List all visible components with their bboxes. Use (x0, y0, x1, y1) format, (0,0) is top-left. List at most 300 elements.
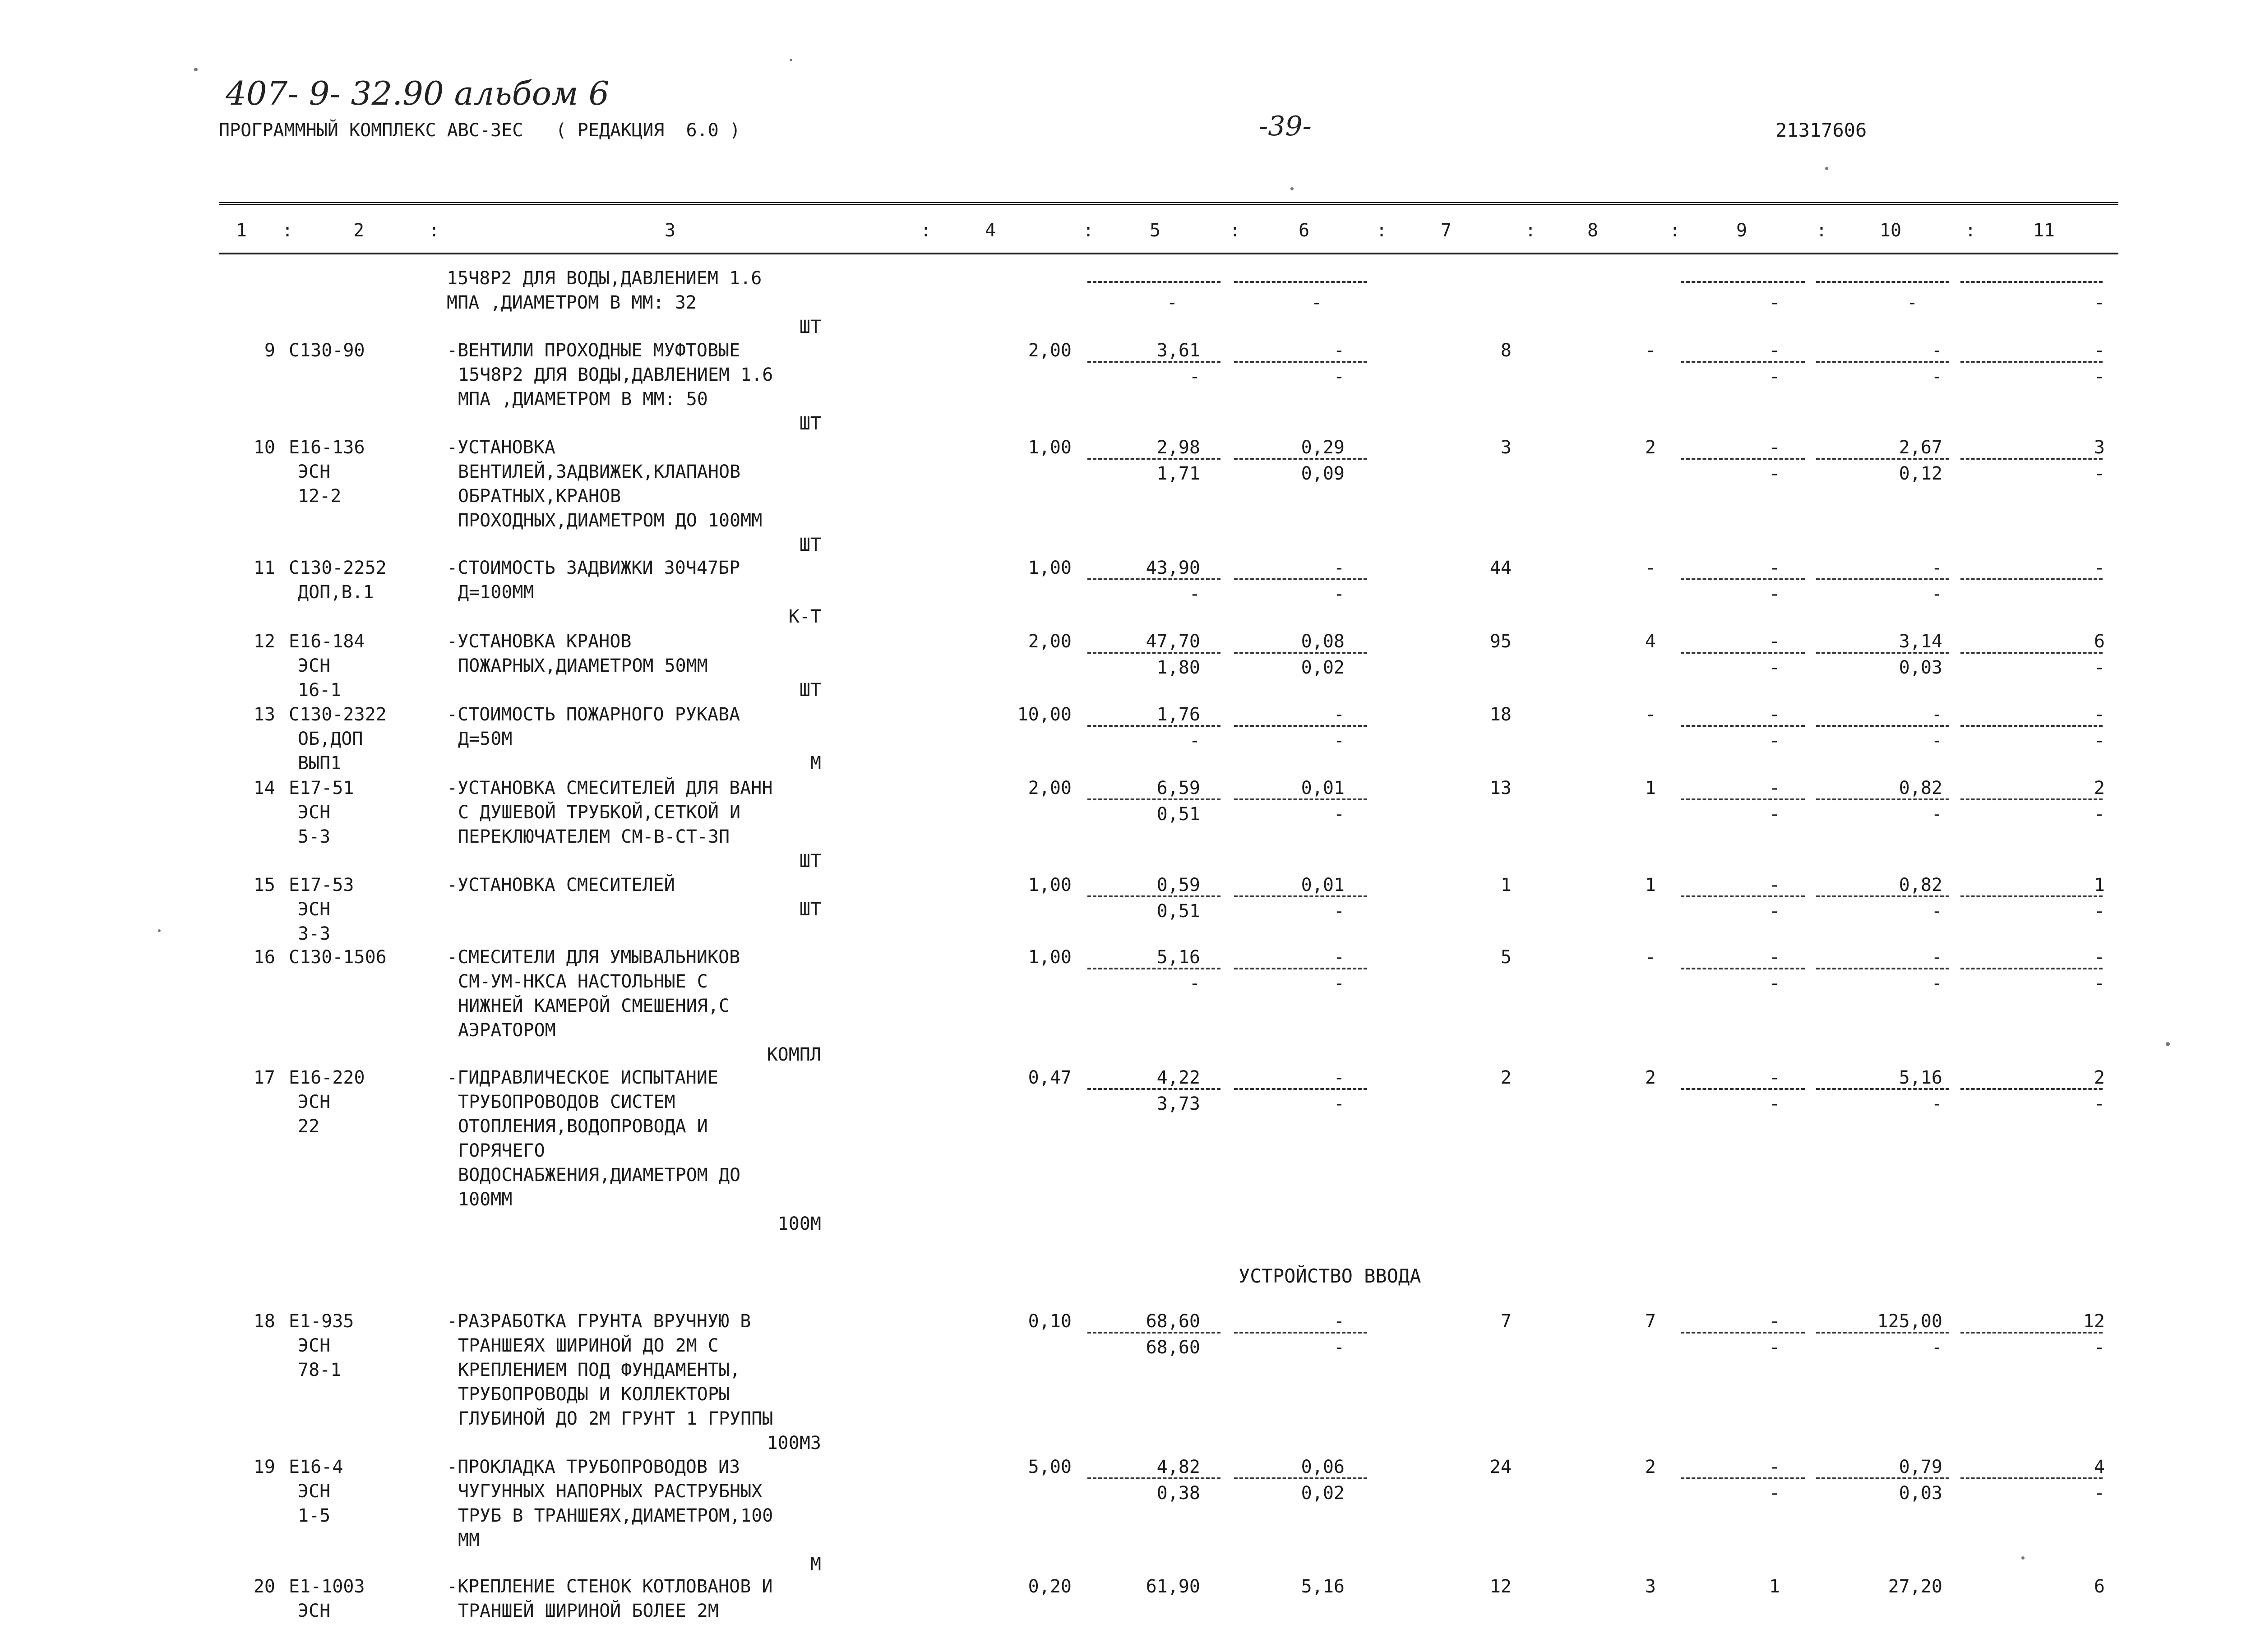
quantity: 1,00 (1028, 558, 1072, 578)
machine-cost: - (1769, 875, 1780, 895)
item-description: ОТОПЛЕНИЯ,ВОДОПРОВОДА И (458, 1116, 708, 1137)
labor-wage: - (1931, 804, 1942, 825)
row-number: 16 (253, 947, 275, 968)
norm-code: С130-2252 (289, 558, 387, 578)
item-description: ПЕРЕКЛЮЧАТЕЛЕМ СМ-В-СТ-ЗП (458, 826, 730, 847)
unit-cost: 0,59 (1156, 875, 1200, 895)
norm-code: Е17-53 (289, 875, 354, 895)
machine-cost: - (1769, 1311, 1780, 1332)
total-underline (1816, 1477, 1949, 1479)
machine-wage: - (1769, 804, 1780, 825)
total-underline (1087, 361, 1220, 363)
item-unit: 100М (777, 1214, 821, 1234)
labor-total: 6 (2094, 1576, 2105, 1597)
total-underline (1681, 1332, 1805, 1334)
operation-cost: - (1333, 1067, 1345, 1088)
labor-per-unit: - (1931, 704, 1942, 725)
operation-cost: - (1333, 1311, 1345, 1332)
norm-code: 3-3 (298, 923, 331, 944)
total-underline (1087, 652, 1220, 654)
column-separator: : (1230, 220, 1241, 241)
labor-total: 2 (2094, 1067, 2105, 1088)
total-cost: 18 (1489, 704, 1512, 725)
machine-cost: - (1769, 437, 1780, 458)
total-underline (1960, 578, 2103, 580)
operation-wage: 0,09 (1301, 463, 1345, 484)
total-underline (1681, 725, 1805, 727)
total-cost: 44 (1489, 558, 1512, 578)
total-underline (1960, 968, 2103, 969)
item-unit: М (810, 753, 821, 774)
wages: 2 (1645, 437, 1656, 458)
total-underline (1681, 1477, 1805, 1479)
norm-code: 16-1 (298, 680, 342, 701)
labor-total: 2 (2094, 778, 2105, 798)
wages: 2 (1645, 1457, 1656, 1477)
cell-value: - (1311, 292, 1322, 313)
item-description: ТРАНШЕЙ ШИРИНОЙ БОЛЕЕ 2М (458, 1601, 719, 1621)
total-cost: 13 (1489, 778, 1512, 798)
row-number: 9 (264, 340, 275, 361)
total-cost: 7 (1500, 1311, 1512, 1332)
total-underline (1234, 458, 1367, 460)
total-underline (1234, 1332, 1367, 1334)
total-underline (1816, 578, 1949, 580)
machine-wage: - (1769, 463, 1780, 484)
row-number: 17 (253, 1067, 275, 1088)
total-underline (1087, 1477, 1220, 1479)
operation-wage: 0,02 (1301, 1483, 1345, 1504)
item-unit: 100М3 (767, 1433, 821, 1454)
total-underline (1087, 281, 1220, 283)
labor-wage: 0,03 (1899, 657, 1942, 678)
item-description: ВОДОСНАБЖЕНИЯ,ДИАМЕТРОМ ДО (458, 1165, 741, 1186)
machine-cost: - (1769, 558, 1780, 578)
norm-code: Е1-1003 (289, 1576, 365, 1597)
operation-wage: - (1333, 804, 1345, 825)
quantity: 2,00 (1028, 340, 1072, 361)
total-underline (1087, 968, 1220, 969)
item-description: -КРЕПЛЕНИЕ СТЕНОК КОТЛОВАНОВ И (447, 1576, 773, 1597)
item-unit: К-Т (788, 606, 821, 627)
labor-wage: 0,03 (1899, 1483, 1942, 1504)
labor-per-unit: 3,14 (1899, 631, 1942, 652)
row-number: 13 (253, 704, 275, 725)
item-description: ВЕНТИЛЕЙ,ЗАДВИЖЕК,КЛАПАНОВ (458, 461, 741, 482)
item-description: МПА ,ДИАМЕТРОМ В ММ: 32 (447, 292, 697, 313)
labor-total: - (2094, 947, 2105, 968)
document-code: 21317606 (1775, 119, 1867, 141)
header-top-rule (219, 202, 2118, 205)
total-underline (1681, 458, 1805, 460)
total-underline (1234, 968, 1367, 969)
labor-per-unit: 27,20 (1888, 1576, 1942, 1597)
labor-total: - (2094, 558, 2105, 578)
norm-code: Е17-51 (289, 778, 354, 798)
page-number: -39- (1259, 111, 1312, 142)
norm-code: ЭСН (298, 461, 331, 482)
norm-code: 22 (298, 1116, 320, 1137)
item-description: МПА ,ДИАМЕТРОМ В ММ: 50 (458, 389, 708, 410)
labor-per-unit: - (1931, 558, 1942, 578)
unit-wage: - (1189, 366, 1200, 387)
quantity: 10,00 (1017, 704, 1072, 725)
labor-total: - (2094, 704, 2105, 725)
item-description: -ГИДРАВЛИЧЕСКОЕ ИСПЫТАНИЕ (447, 1067, 719, 1088)
column-separator: : (429, 220, 440, 241)
wages: - (1645, 947, 1656, 968)
operation-cost: - (1333, 340, 1345, 361)
labor-wage: - (1931, 366, 1942, 387)
total-underline (1087, 578, 1220, 580)
total-underline (1234, 652, 1367, 654)
norm-code: ЭСН (298, 1601, 331, 1621)
quantity: 0,10 (1028, 1311, 1072, 1332)
labor-wage-total: - (2094, 1094, 2105, 1114)
item-description: -УСТАНОВКА (447, 437, 555, 458)
unit-cost: 5,16 (1156, 947, 1200, 968)
total-underline (1816, 281, 1949, 283)
machine-cost: - (1769, 340, 1780, 361)
norm-code: ВЫП1 (298, 753, 342, 774)
unit-wage: 68,60 (1146, 1337, 1200, 1358)
total-underline (1816, 1332, 1949, 1334)
operation-wage: - (1333, 584, 1345, 605)
column-number: 11 (2033, 220, 2055, 241)
row-number: 15 (253, 875, 275, 895)
labor-total: 4 (2094, 1457, 2105, 1477)
norm-code: Е16-184 (289, 631, 365, 652)
item-description: -ВЕНТИЛИ ПРОХОДНЫЕ МУФТОВЫЕ (447, 340, 740, 361)
machine-wage: - (1769, 1483, 1780, 1504)
operation-cost: - (1333, 558, 1345, 578)
total-underline (1960, 725, 2103, 727)
operation-wage: - (1333, 366, 1345, 387)
operation-cost: 5,16 (1301, 1576, 1345, 1597)
unit-cost: 6,59 (1156, 778, 1200, 798)
column-number: 1 (236, 220, 247, 241)
wages: 7 (1645, 1311, 1656, 1332)
quantity: 2,00 (1028, 778, 1072, 798)
unit-wage: 1,71 (1156, 463, 1200, 484)
item-unit: М (810, 1554, 821, 1575)
norm-code: 78-1 (298, 1360, 342, 1380)
total-underline (1681, 798, 1805, 800)
item-description: ТРУБОПРОВОДЫ И КОЛЛЕКТОРЫ (458, 1384, 730, 1405)
column-number: 5 (1149, 220, 1161, 241)
program-name: ПРОГРАММНЫЙ КОМПЛЕКС АВС-3ЕС ( РЕДАКЦИЯ 6.0 ) (219, 120, 740, 141)
operation-wage: 0,02 (1301, 657, 1345, 678)
item-unit: ШТ (799, 680, 821, 701)
total-cost: 3 (1500, 437, 1512, 458)
item-unit: ШТ (799, 899, 821, 920)
machine-cost: - (1769, 947, 1780, 968)
labor-wage: - (1931, 973, 1942, 994)
norm-code: ЭСН (298, 655, 331, 676)
wages: 2 (1645, 1067, 1656, 1088)
operation-wage: - (1333, 730, 1345, 751)
row-number: 11 (253, 558, 275, 578)
item-unit: КОМПЛ (767, 1044, 821, 1065)
item-description: КРЕПЛЕНИЕМ ПОД ФУНДАМЕНТЫ, (458, 1360, 741, 1380)
machine-cost: - (1769, 1457, 1780, 1477)
unit-wage: 0,51 (1156, 804, 1200, 825)
column-number: 6 (1298, 220, 1310, 241)
cell-value: - (1769, 292, 1780, 313)
scan-speck (1290, 187, 1294, 190)
labor-per-unit: 0,79 (1899, 1457, 1942, 1477)
cell-value: - (2094, 292, 2105, 313)
labor-wage: - (1931, 1337, 1942, 1358)
total-underline (1234, 1088, 1367, 1090)
norm-code: 1-5 (298, 1505, 331, 1526)
machine-wage: - (1769, 901, 1780, 922)
total-underline (1681, 281, 1805, 283)
labor-total: 1 (2094, 875, 2105, 895)
row-number: 10 (253, 437, 275, 458)
row-number: 14 (253, 778, 275, 798)
unit-cost: 3,61 (1156, 340, 1200, 361)
machine-cost: - (1769, 704, 1780, 725)
column-separator: : (1965, 220, 1976, 241)
item-description: -УСТАНОВКА КРАНОВ (447, 631, 632, 652)
item-description: ТРАНШЕЯХ ШИРИНОЙ ДО 2М С (458, 1335, 719, 1356)
unit-wage: 0,38 (1156, 1483, 1200, 1504)
operation-wage: - (1333, 1094, 1345, 1114)
unit-wage: 3,73 (1156, 1094, 1200, 1114)
labor-per-unit: 0,82 (1899, 875, 1942, 895)
total-underline (1960, 1332, 2103, 1334)
column-number: 10 (1879, 220, 1902, 241)
unit-wage: - (1189, 973, 1200, 994)
item-description: ГЛУБИНОЙ ДО 2М ГРУНТ 1 ГРУППЫ (458, 1408, 773, 1429)
total-underline (1960, 1088, 2103, 1090)
item-description: 15Ч8Р2 ДЛЯ ВОДЫ,ДАВЛЕНИЕМ 1.6 (447, 268, 762, 289)
norm-code: 12-2 (298, 486, 342, 507)
operation-cost: - (1333, 947, 1345, 968)
total-cost: 12 (1489, 1576, 1512, 1597)
item-description: ОБРАТНЫХ,КРАНОВ (458, 486, 621, 507)
item-description: НИЖНЕЙ КАМЕРОЙ СМЕШЕНИЯ,С (458, 996, 730, 1016)
scan-speck (194, 68, 198, 71)
norm-code: ЭСН (298, 802, 331, 823)
quantity: 1,00 (1028, 875, 1072, 895)
total-underline (1234, 1477, 1367, 1479)
column-separator: : (282, 220, 293, 241)
unit-cost: 61,90 (1146, 1576, 1200, 1597)
item-description: ПРОХОДНЫХ,ДИАМЕТРОМ ДО 100ММ (458, 510, 763, 531)
total-underline (1816, 725, 1949, 727)
item-description: -РАЗРАБОТКА ГРУНТА ВРУЧНУЮ В (447, 1311, 751, 1332)
labor-wage: 0,12 (1899, 463, 1942, 484)
total-underline (1087, 895, 1220, 897)
machine-wage: - (1769, 366, 1780, 387)
unit-wage: - (1189, 584, 1200, 605)
wages: - (1645, 558, 1656, 578)
unit-cost: 43,90 (1146, 558, 1200, 578)
labor-per-unit: 0,82 (1899, 778, 1942, 798)
total-underline (1960, 1477, 2103, 1479)
labor-wage-total: - (2094, 366, 2105, 387)
total-cost: 8 (1500, 340, 1512, 361)
unit-wage: 0,51 (1156, 901, 1200, 922)
unit-cost: 68,60 (1146, 1311, 1200, 1332)
total-underline (1816, 652, 1949, 654)
item-description: ММ (458, 1530, 480, 1550)
norm-code: ОБ,ДОП (298, 729, 363, 749)
column-number: 7 (1440, 220, 1452, 241)
total-cost: 2 (1500, 1067, 1512, 1088)
norm-code: ЭСН (298, 1335, 331, 1356)
total-underline (1681, 968, 1805, 969)
row-number: 12 (253, 631, 275, 652)
scan-speck (2021, 1556, 2025, 1560)
column-separator: : (1376, 220, 1387, 241)
norm-code: ЭСН (298, 1481, 331, 1502)
norm-code: Е1-935 (289, 1311, 354, 1332)
total-underline (1816, 361, 1949, 363)
total-underline (1681, 895, 1805, 897)
total-underline (1087, 458, 1220, 460)
unit-wage: 1,80 (1156, 657, 1200, 678)
scan-speck (2166, 1042, 2170, 1046)
scan-speck (158, 929, 161, 932)
total-underline (1816, 968, 1949, 969)
labor-per-unit: - (1931, 340, 1942, 361)
total-underline (1960, 798, 2103, 800)
operation-cost: 0,01 (1301, 875, 1345, 895)
total-underline (1816, 458, 1949, 460)
labor-per-unit: 2,67 (1899, 437, 1942, 458)
norm-code: Е16-4 (289, 1457, 343, 1477)
norm-code: Е16-220 (289, 1067, 365, 1088)
item-unit: ШТ (799, 413, 821, 434)
wages: 1 (1645, 778, 1656, 798)
total-cost: 95 (1489, 631, 1512, 652)
wages: 1 (1645, 875, 1656, 895)
total-underline (1087, 1332, 1220, 1334)
operation-cost: - (1333, 704, 1345, 725)
total-underline (1681, 1088, 1805, 1090)
wages: 4 (1645, 631, 1656, 652)
machine-wage: - (1769, 584, 1780, 605)
labor-total: 3 (2094, 437, 2105, 458)
column-separator: : (1525, 220, 1536, 241)
handwritten-album-title: 407- 9- 32.90 альбом 6 (226, 74, 610, 112)
quantity: 2,00 (1028, 631, 1072, 652)
total-cost: 5 (1500, 947, 1512, 968)
column-number: 3 (664, 220, 676, 241)
total-underline (1087, 798, 1220, 800)
item-description: ТРУБ В ТРАНШЕЯХ,ДИАМЕТРОМ,100 (458, 1505, 773, 1526)
machine-wage: - (1769, 657, 1780, 678)
column-separator: : (1669, 220, 1681, 241)
item-description: -УСТАНОВКА СМЕСИТЕЛЕЙ ДЛЯ ВАНН (447, 778, 773, 798)
total-underline (1234, 361, 1367, 363)
quantity: 0,20 (1028, 1576, 1072, 1597)
labor-wage-total: - (2094, 973, 2105, 994)
operation-wage: - (1333, 973, 1345, 994)
labor-total: 12 (2083, 1311, 2105, 1332)
total-cost: 1 (1500, 875, 1512, 895)
norm-code: 5-3 (298, 826, 331, 847)
labor-per-unit: 125,00 (1877, 1311, 1942, 1332)
row-number: 18 (253, 1311, 275, 1332)
unit-cost: 1,76 (1156, 704, 1200, 725)
wages: - (1645, 340, 1656, 361)
item-description: 100ММ (458, 1189, 513, 1210)
operation-cost: 0,08 (1301, 631, 1345, 652)
scan-speck (1825, 167, 1828, 170)
labor-wage-total: - (2094, 657, 2105, 678)
norm-code: С130-2322 (289, 704, 387, 725)
norm-code: ДОП,В.1 (298, 582, 374, 603)
norm-code: ЭСН (298, 899, 331, 920)
column-number: 4 (985, 220, 996, 241)
total-underline (1960, 652, 2103, 654)
scan-speck (790, 59, 792, 61)
total-underline (1681, 361, 1805, 363)
item-description: -СТОИМОСТЬ ПОЖАРНОГО РУКАВА (447, 704, 740, 725)
item-description: ЧУГУННЫХ НАПОРНЫХ РАСТРУБНЫХ (458, 1481, 763, 1502)
machine-wage: - (1769, 1337, 1780, 1358)
column-separator: : (920, 220, 932, 241)
item-description: С ДУШЕВОЙ ТРУБКОЙ,СЕТКОЙ И (458, 802, 741, 823)
labor-wage-total: - (2094, 901, 2105, 922)
column-separator: : (1083, 220, 1094, 241)
item-unit: ШТ (799, 535, 821, 555)
header-bottom-rule (219, 253, 2118, 254)
norm-code: Е16-136 (289, 437, 365, 458)
total-underline (1960, 281, 2103, 283)
labor-wage-total: - (2094, 804, 2105, 825)
total-underline (1681, 652, 1805, 654)
wages: 3 (1645, 1576, 1656, 1597)
labor-wage-total: - (2094, 730, 2105, 751)
column-number: 2 (353, 220, 365, 241)
item-unit: ШТ (799, 317, 821, 337)
norm-code: С130-1506 (289, 947, 387, 968)
item-description: -ПРОКЛАДКА ТРУБОПРОВОДОВ ИЗ (447, 1457, 740, 1477)
total-underline (1681, 578, 1805, 580)
item-description: СМ-УМ-НКСА НАСТОЛЬНЫЕ С (458, 971, 708, 992)
operation-cost: 0,01 (1301, 778, 1345, 798)
wages: - (1645, 704, 1656, 725)
norm-code: С130-90 (289, 340, 365, 361)
quantity: 1,00 (1028, 437, 1072, 458)
section-title: УСТРОЙСТВО ВВОДА (1239, 1265, 1421, 1287)
labor-wage-total: - (2094, 463, 2105, 484)
total-underline (1960, 458, 2103, 460)
item-description: ТРУБОПРОВОДОВ СИСТЕМ (458, 1092, 675, 1112)
operation-cost: 0,29 (1301, 437, 1345, 458)
item-description: Д=100ММ (458, 582, 534, 603)
labor-total: - (2094, 340, 2105, 361)
norm-code: ЭСН (298, 1092, 331, 1112)
quantity: 0,47 (1028, 1067, 1072, 1088)
total-underline (1816, 798, 1949, 800)
item-description: -УСТАНОВКА СМЕСИТЕЛЕЙ (447, 875, 675, 895)
labor-wage: - (1931, 730, 1942, 751)
machine-cost: - (1769, 631, 1780, 652)
row-number: 19 (253, 1457, 275, 1477)
column-number: 8 (1587, 220, 1599, 241)
labor-wage: - (1931, 901, 1942, 922)
row-number: 20 (253, 1576, 275, 1597)
machine-wage: - (1769, 1094, 1780, 1114)
item-unit: ШТ (799, 851, 821, 872)
operation-wage: - (1333, 1337, 1345, 1358)
